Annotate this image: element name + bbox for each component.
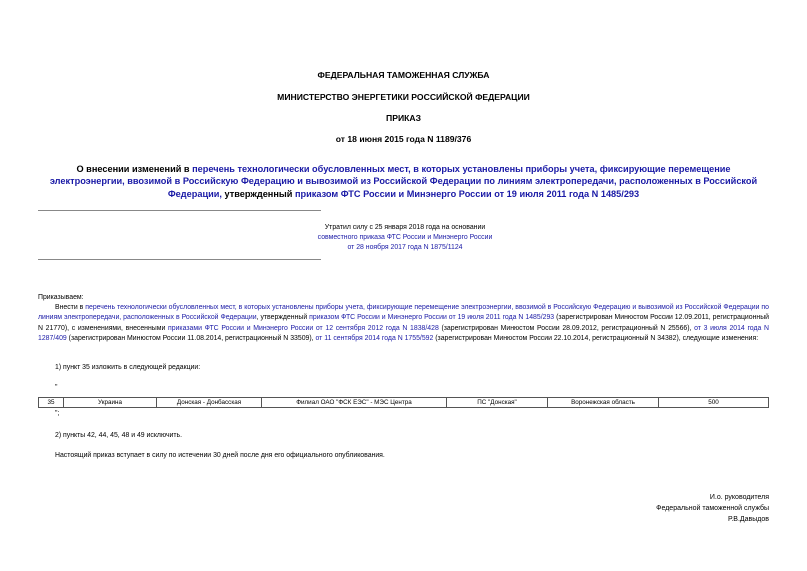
cell-region: Воронежская область bbox=[548, 398, 659, 408]
order-word: Приказываем: bbox=[38, 294, 84, 301]
cell-country: Украина bbox=[64, 398, 157, 408]
cell-voltage: 500 bbox=[659, 398, 769, 408]
top-divider bbox=[38, 210, 321, 211]
document-type-heading: ПРИКАЗ bbox=[386, 113, 421, 123]
status-note bbox=[310, 223, 500, 254]
status-note-link2[interactable]: от 28 ноября 2017 года N 1875/1124 bbox=[347, 244, 463, 252]
cell-number: 35 bbox=[39, 398, 64, 408]
title-prefix: О внесении изменений в bbox=[76, 164, 193, 174]
signature-agency: Федеральной таможенной службы bbox=[656, 505, 769, 512]
title-middle: утвержденный bbox=[221, 188, 295, 199]
ministry-heading: МИНИСТЕРСТВО ЭНЕРГЕТИКИ РОССИЙСКОЙ ФЕДЕРАЦИИ bbox=[277, 92, 530, 102]
bottom-divider bbox=[38, 259, 321, 260]
p1-link-amend-sept-2014[interactable]: от 11 сентября 2014 года N 1755/592 bbox=[315, 335, 434, 343]
agency-heading: ФЕДЕРАЛЬНАЯ ТАМОЖЕННАЯ СЛУЖБА bbox=[317, 70, 490, 80]
status-note-line1: Утратил силу с 25 января 2018 года на основании bbox=[324, 224, 486, 231]
p1-text-d: (зарегистрирован Минюстом России 28.09.2012, регистрационный N 25566), bbox=[438, 324, 695, 332]
main-paragraph bbox=[38, 303, 769, 345]
p1-text-b: , утвержденный bbox=[256, 314, 310, 322]
document-date: от 18 июня 2015 года N 1189/376 bbox=[335, 134, 472, 144]
signature-title: И.о. руководителя bbox=[709, 494, 769, 501]
p1-text-f: (зарегистрирован Минюстом России 22.10.2014, регистрационный N 34382), следующие изменения: bbox=[433, 335, 759, 343]
p1-link-amend-2012[interactable]: приказами ФТС России и Минэнерго России от 12 сентября 2012 года N 1838/428 bbox=[168, 324, 439, 332]
list-table-row bbox=[38, 397, 769, 408]
table-row bbox=[39, 398, 769, 408]
title-link-order[interactable]: приказом ФТС России и Минэнерго России от 19 июля 2011 года N 1485/293 bbox=[294, 188, 640, 199]
status-note-link1[interactable]: совместного приказа ФТС России и Минэнерго России bbox=[317, 234, 493, 242]
document-title bbox=[38, 163, 769, 200]
cell-line: Донская - Донбасская bbox=[157, 398, 262, 408]
signature-block bbox=[656, 492, 769, 525]
p1-text-c: (зарегистрирован Минюстом России 12.09.2011, регистрационный N 21770), с изменениями, внесенными bbox=[38, 314, 769, 332]
cell-substation: ПС "Донская" bbox=[447, 398, 548, 408]
p1-link-amend-july-2014[interactable]: от 3 июля 2014 года N 1287/409 bbox=[38, 324, 769, 343]
cell-owner: Филиал ОАО "ФСК ЕЭС" - МЭС Центра bbox=[262, 398, 447, 408]
title-link-list[interactable]: перечень технологически обусловленных мест, в которых установлены приборы учета, фиксирующие перемещение электроэнергии, ввозимой в Российскую Федерацию и вывозимой из Российской Федерации по линиям электропередачи, расположенных в Российской Федерации, bbox=[49, 164, 758, 199]
p1-text-e: (зарегистрирован Минюстом России 11.08.2014, регистрационный N 33509), bbox=[66, 335, 316, 343]
signature-name: Р.В.Давыдов bbox=[728, 516, 769, 523]
p1-text-a: Внести в bbox=[55, 304, 86, 311]
effective-clause: Настоящий приказ вступает в силу по истечении 30 дней после дня его официального опубликования. bbox=[55, 452, 385, 459]
item-2: 2) пункты 42, 44, 45, 48 и 49 исключить. bbox=[55, 432, 183, 439]
quote-open: " bbox=[55, 384, 58, 391]
item-1: 1) пункт 35 изложить в следующей редакции: bbox=[55, 364, 201, 371]
p1-link-list[interactable]: перечень технологически обусловленных мест, в которых установлены приборы учета, фиксирующие перемещение электроэнергии, ввозимой в Российскую Федерацию и вывозимой из Российской Федерации по линиям электропередачи, расположенных в Российской Федерации bbox=[38, 304, 769, 322]
quote-close: "; bbox=[55, 410, 60, 417]
p1-link-order[interactable]: приказом ФТС России и Минэнерго России от 19 июля 2011 года N 1485/293 bbox=[309, 314, 555, 322]
